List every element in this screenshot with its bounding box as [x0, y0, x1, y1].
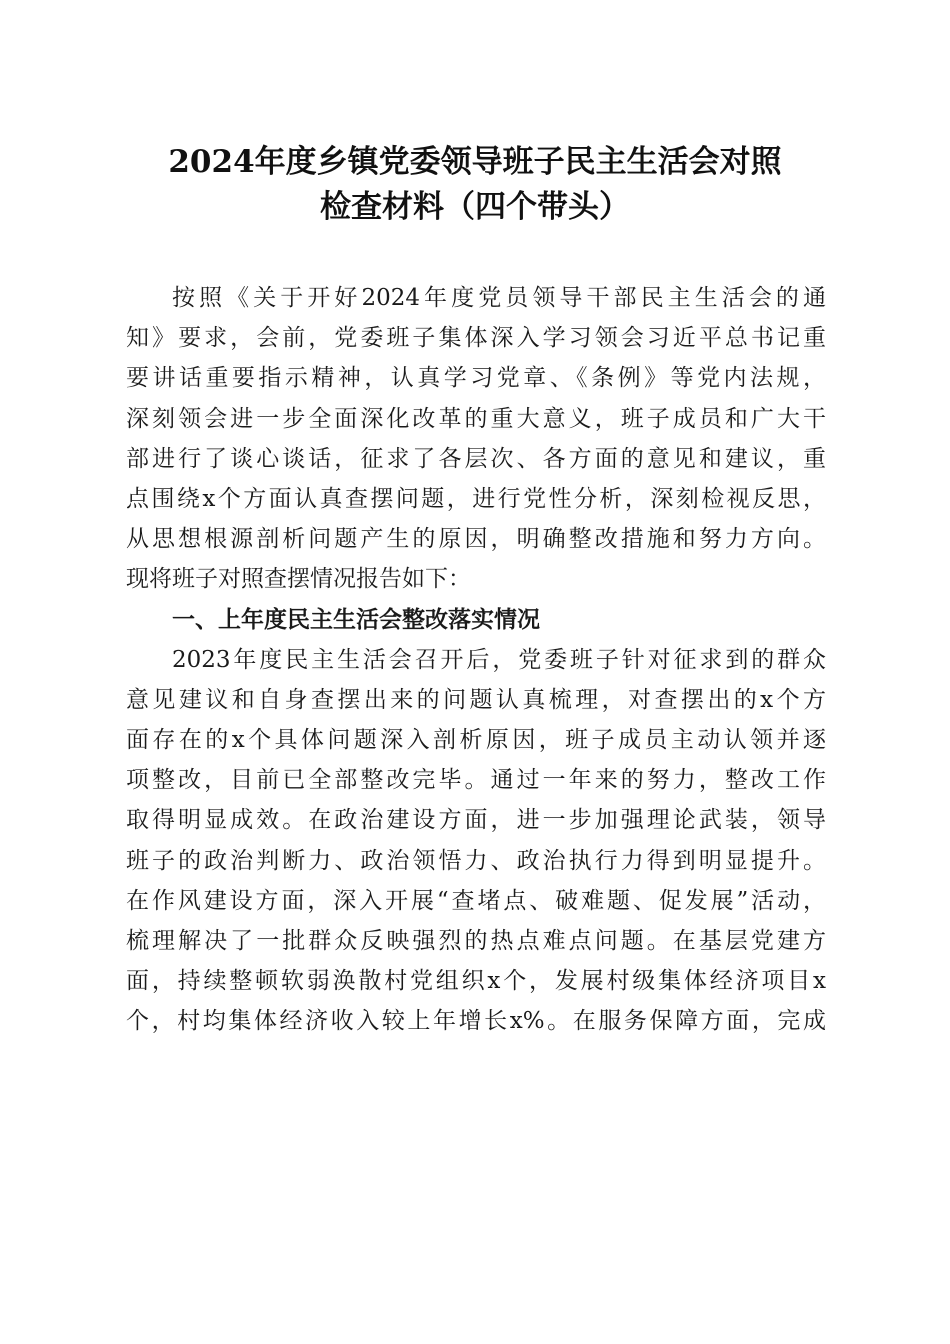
- section-1-heading: 一、上年度民主生活会整改落实情况: [172, 606, 540, 633]
- section-1-line-5: 取得明显成效。在政治建设方面，进一步加强理论武装，领导: [126, 807, 826, 834]
- intro-line-6: 点围绕x个方面认真查摆问题，进行党性分析，深刻检视反思，: [126, 485, 826, 512]
- document-title: [120, 140, 830, 230]
- intro-line-1: 按照《关于开好2024年度党员领导干部民主生活会的通: [172, 285, 826, 311]
- title-line-2: 检查材料（四个带头）: [320, 189, 630, 225]
- section-1-line-3: 面存在的x个具体问题深入剖析原因，班子成员主动认领并逐: [126, 727, 826, 754]
- section-1-line-8: 梳理解决了一批群众反映强烈的热点难点问题。在基层党建方: [126, 928, 826, 954]
- intro-line-4: 深刻领会进一步全面深化改革的重大意义，班子成员和广大干: [126, 405, 826, 432]
- section-1-line-4: 项整改，目前已全部整改完毕。通过一年来的努力，整改工作: [126, 767, 826, 794]
- section-1-line-6: 班子的政治判断力、政治领悟力、政治执行力得到明显提升。: [126, 847, 826, 874]
- section-1-line-1: 2023年度民主生活会召开后，党委班子针对征求到的群众: [172, 646, 826, 673]
- intro-line-2: 知》要求，会前，党委班子集体深入学习领会习近平总书记重: [126, 325, 826, 352]
- intro-line-8: 现将班子对照查摆情况报告如下：: [126, 566, 471, 593]
- section-1-line-2: 意见建议和自身查摆出来的问题认真梳理，对查摆出的x个方: [126, 686, 826, 713]
- intro-line-7: 从思想根源剖析问题产生的原因，明确整改措施和努力方向。: [126, 526, 826, 553]
- section-1-line-9: 面，持续整顿软弱涣散村党组织x个，发展村级集体经济项目x: [126, 968, 826, 995]
- title-line-1: 2024年度乡镇党委领导班子民主生活会对照: [168, 144, 782, 180]
- intro-line-3: 要讲话重要指示精神，认真学习党章、《条例》等党内法规，: [126, 365, 826, 392]
- document-body: [126, 278, 826, 1042]
- section-1-line-10: 个，村均集体经济收入较上年增长x%。在服务保障方面，完成: [126, 1008, 826, 1035]
- section-1-line-7: 在作风建设方面，深入开展“查堵点、破难题、促发展”活动，: [126, 887, 826, 914]
- intro-line-5: 部进行了谈心谈话，征求了各层次、各方面的意见和建议，重: [126, 445, 826, 472]
